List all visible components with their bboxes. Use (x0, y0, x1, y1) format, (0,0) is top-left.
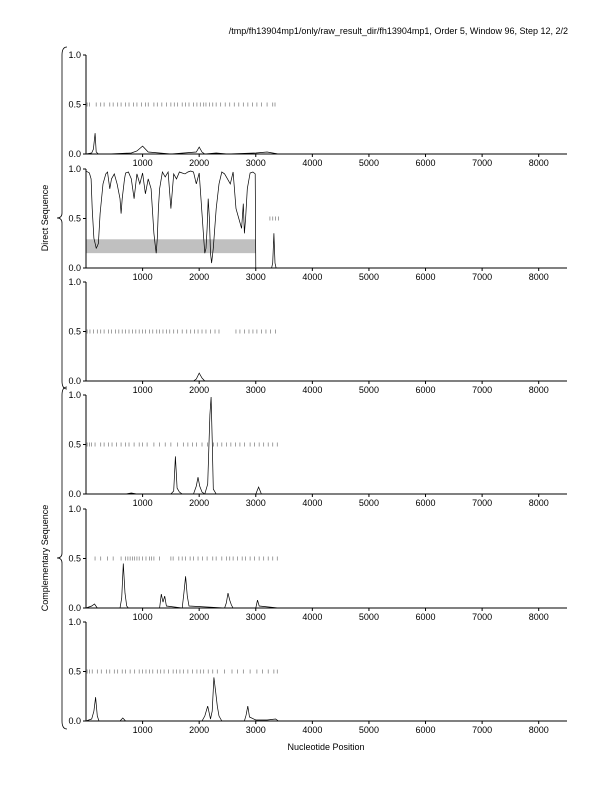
panel-3 (68, 277, 567, 395)
y-tick-label: 1.0 (68, 390, 81, 400)
x-tick-label: 8000 (528, 498, 549, 508)
x-tick-label: 4000 (302, 612, 323, 622)
x-tick-label: 2000 (189, 272, 210, 282)
x-tick-label: 1000 (132, 272, 153, 282)
panel-6 (68, 617, 567, 735)
series-line (86, 373, 278, 381)
y-tick-label: 0.0 (68, 376, 81, 386)
x-tick-label: 2000 (189, 158, 210, 168)
x-tick-label: 6000 (415, 612, 436, 622)
x-tick-label: 6000 (415, 385, 436, 395)
x-tick-label: 3000 (245, 385, 266, 395)
y-tick-label: 0.0 (68, 716, 81, 726)
x-axis-title: Nucleotide Position (287, 742, 365, 752)
x-tick-label: 8000 (528, 612, 549, 622)
y-tick-label: 1.0 (68, 50, 81, 60)
x-tick-label: 3000 (245, 725, 266, 735)
x-tick-label: 5000 (358, 498, 379, 508)
x-tick-label: 4000 (302, 385, 323, 395)
x-tick-label: 8000 (528, 272, 549, 282)
series-line (86, 677, 278, 721)
x-tick-label: 7000 (472, 272, 493, 282)
series-line (86, 397, 278, 494)
panel-4 (68, 390, 567, 508)
y-tick-label: 0.5 (68, 326, 81, 337)
x-tick-label: 7000 (472, 498, 493, 508)
x-tick-label: 2000 (189, 612, 210, 622)
x-tick-label: 6000 (415, 725, 436, 735)
y-tick-label: 1.0 (68, 504, 81, 514)
x-tick-label: 5000 (358, 725, 379, 735)
y-tick-label: 1.0 (68, 277, 81, 287)
y-tick-label: 0.0 (68, 263, 81, 273)
y-tick-label: 0.0 (68, 603, 81, 613)
x-tick-label: 5000 (358, 158, 379, 168)
panel-5 (68, 504, 567, 622)
x-tick-label: 1000 (132, 498, 153, 508)
x-tick-label: 4000 (302, 498, 323, 508)
x-tick-label: 7000 (472, 158, 493, 168)
x-tick-label: 2000 (189, 725, 210, 735)
x-tick-label: 3000 (245, 158, 266, 168)
y-tick-label: 0.0 (68, 149, 81, 159)
x-tick-label: 1000 (132, 612, 153, 622)
y-tick-label: 0.5 (68, 213, 81, 224)
y-tick-label: 0.5 (68, 666, 81, 677)
x-tick-label: 3000 (245, 612, 266, 622)
group-label: Direct Sequence (40, 184, 50, 252)
series-line (86, 171, 278, 268)
x-tick-label: 6000 (415, 158, 436, 168)
x-tick-label: 8000 (528, 725, 549, 735)
page-title: /tmp/fh13904mp1/only/raw_result_dir/fh13904mp1, Order 5, Window 96, Step 12, 2/2 (228, 26, 568, 36)
x-tick-label: 3000 (245, 272, 266, 282)
y-tick-label: 1.0 (68, 617, 81, 627)
x-tick-label: 4000 (302, 272, 323, 282)
group-bracket (57, 47, 67, 389)
x-tick-label: 1000 (132, 158, 153, 168)
x-tick-label: 4000 (302, 725, 323, 735)
x-tick-label: 4000 (302, 158, 323, 168)
x-tick-label: 2000 (189, 385, 210, 395)
shaded-region (86, 239, 256, 253)
x-tick-label: 7000 (472, 612, 493, 622)
x-tick-label: 7000 (472, 725, 493, 735)
panel-1 (68, 50, 567, 168)
x-tick-label: 1000 (132, 385, 153, 395)
x-tick-label: 6000 (415, 498, 436, 508)
group-bracket (57, 387, 67, 729)
x-tick-label: 8000 (528, 158, 549, 168)
x-tick-label: 8000 (528, 385, 549, 395)
x-tick-label: 7000 (472, 385, 493, 395)
series-line (86, 133, 278, 154)
y-tick-label: 1.0 (68, 164, 81, 174)
x-tick-label: 2000 (189, 498, 210, 508)
x-tick-label: 5000 (358, 612, 379, 622)
panel-2 (68, 164, 567, 282)
x-tick-label: 6000 (415, 272, 436, 282)
x-tick-label: 3000 (245, 498, 266, 508)
series-line (86, 564, 278, 609)
x-tick-label: 1000 (132, 725, 153, 735)
group-label: Complementary Sequence (40, 504, 50, 612)
y-tick-label: 0.5 (68, 439, 81, 450)
x-tick-label: 5000 (358, 272, 379, 282)
y-tick-label: 0.5 (68, 99, 81, 110)
x-tick-label: 5000 (358, 385, 379, 395)
y-tick-label: 0.0 (68, 489, 81, 499)
y-tick-label: 0.5 (68, 553, 81, 564)
